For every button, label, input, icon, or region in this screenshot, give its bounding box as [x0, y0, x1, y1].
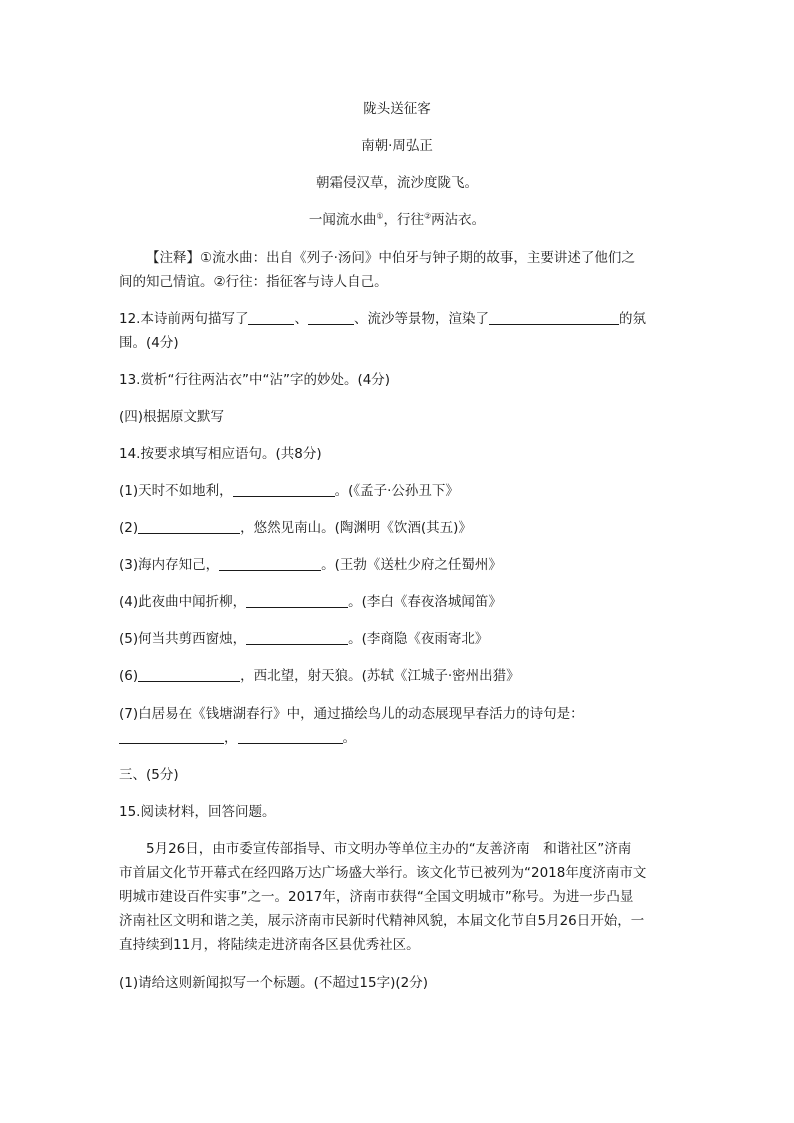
- q12-sep: 、: [294, 311, 308, 327]
- q14-item-4-blank[interactable]: [246, 593, 348, 608]
- q14-item-2-source: ，悠然见南山。(陶渊明《饮酒(其五)》: [240, 520, 472, 536]
- poem-line-2-part-1: 一闻流水曲: [308, 212, 377, 228]
- section-3-heading: 三、(5分): [119, 767, 179, 783]
- annotation-line-1: 【注释】①流水曲：出自《列子·汤问》中伯牙与钟子期的故事，主要讲述了他们之: [146, 250, 635, 266]
- q15-paragraph-line-2: 市首届文化节开幕式在经四路万达广场盛大举行。该文化节已被列为“2018年度济南市文: [119, 865, 647, 881]
- q14-item-3-source: 。(王勃《送杜少府之任蜀州》: [321, 557, 502, 573]
- q14-item-5-source: 。(李商隐《夜雨寄北》: [348, 631, 489, 647]
- poem-line-2-part-3: 两沾衣。: [431, 212, 486, 228]
- q14-item-1-source: 。(《孟子·公孙丑下》: [334, 483, 459, 499]
- poem-author: 南朝·周弘正: [361, 138, 433, 154]
- q15-paragraph-line-4: 济南社区文明和谐之美，展示济南市民新时代精神风貌，本届文化节自5月26日开始，一: [119, 913, 645, 929]
- q14-item-3-blank[interactable]: [219, 556, 321, 571]
- poem-title: 陇头送征客: [363, 101, 431, 117]
- q14-item-7: (7)白居易在《钱塘湖春行》中，通过描绘鸟儿的动态展现早春活力的诗句是：: [119, 706, 584, 722]
- q12-text-2: 、流沙等景物，渲染了: [353, 311, 489, 327]
- q12-text-3: 的氛: [618, 311, 646, 327]
- q15-paragraph-line-1: 5月26日，由市委宣传部指导、市文明办等单位主办的“友善济南 和谐社区”济南: [146, 841, 632, 857]
- q14-item-4-source: 。(李白《春夜洛城闻笛》: [348, 594, 502, 610]
- q14-item-7-sep: ，: [224, 730, 238, 746]
- poem-line-2-part-2: ，行往: [383, 212, 424, 228]
- q14-item-6-number: (6): [119, 668, 139, 684]
- q14-item-5-prompt: (5)何当共剪西窗烛，: [119, 631, 247, 647]
- q14-item-6-source: ，西北望，射天狼。(苏轼《江城子·密州出猎》: [240, 668, 520, 684]
- q14-item-2-blank[interactable]: [138, 519, 240, 534]
- q14-item-1-prompt: (1)天时不如地利，: [119, 483, 233, 499]
- question-12: [119, 306, 684, 333]
- q14-item-5: [119, 626, 684, 653]
- q15-sub-question-1: (1)请给这则新闻拟写一个标题。(不超过15字)(2分): [119, 975, 428, 991]
- question-12-line-2: 围。(4分): [119, 335, 179, 351]
- q14-item-7-blank-1[interactable]: [119, 729, 224, 744]
- q14-item-2: [119, 515, 684, 542]
- q15-paragraph-line-5: 直持续到11月，将陆续走进济南各区县优秀社区。: [119, 937, 420, 953]
- q14-item-3: [119, 552, 684, 579]
- q12-blank-2[interactable]: [308, 310, 354, 325]
- q14-item-5-blank[interactable]: [246, 630, 348, 645]
- question-14-title: 14.按要求填写相应语句。(共8分): [119, 446, 322, 462]
- q14-item-6-blank[interactable]: [138, 667, 240, 682]
- q12-blank-3[interactable]: [489, 310, 619, 325]
- q15-paragraph-line-3: 明城市建设百件实事”之一。2017年，济南市获得“全国文明城市”称号。为进一步凸显: [119, 889, 634, 905]
- q14-item-3-prompt: (3)海内存知己，: [119, 557, 220, 573]
- q14-item-1-blank[interactable]: [233, 482, 335, 497]
- annotation-line-2: 间的知己情谊。②行往：指征客与诗人自己。: [119, 274, 388, 290]
- section-4-heading: (四)根据原文默写: [119, 409, 225, 425]
- poem-line-1: 朝霜侵汉草，流沙度陇飞。: [316, 175, 478, 191]
- q14-item-4-prompt: (4)此夜曲中闻折柳，: [119, 594, 247, 610]
- q14-item-7-answer-line: [119, 725, 684, 752]
- footnote-marker-2: ②: [424, 211, 432, 221]
- q14-item-1: [119, 478, 684, 505]
- q14-item-6: [119, 663, 684, 690]
- q14-item-2-number: (2): [119, 520, 139, 536]
- q14-item-7-end: 。: [342, 730, 356, 746]
- q12-text-1: 12.本诗前两句描写了: [119, 311, 249, 327]
- footnote-marker-1: ①: [376, 211, 384, 221]
- q12-blank-1[interactable]: [248, 310, 294, 325]
- question-13: 13.赏析“行往两沾衣”中“沾”字的妙处。(4分): [119, 372, 391, 388]
- q14-item-7-blank-2[interactable]: [238, 729, 343, 744]
- poem-line-2: [0, 207, 794, 234]
- question-15-title: 15.阅读材料，回答问题。: [119, 804, 276, 820]
- q14-item-4: [119, 589, 684, 616]
